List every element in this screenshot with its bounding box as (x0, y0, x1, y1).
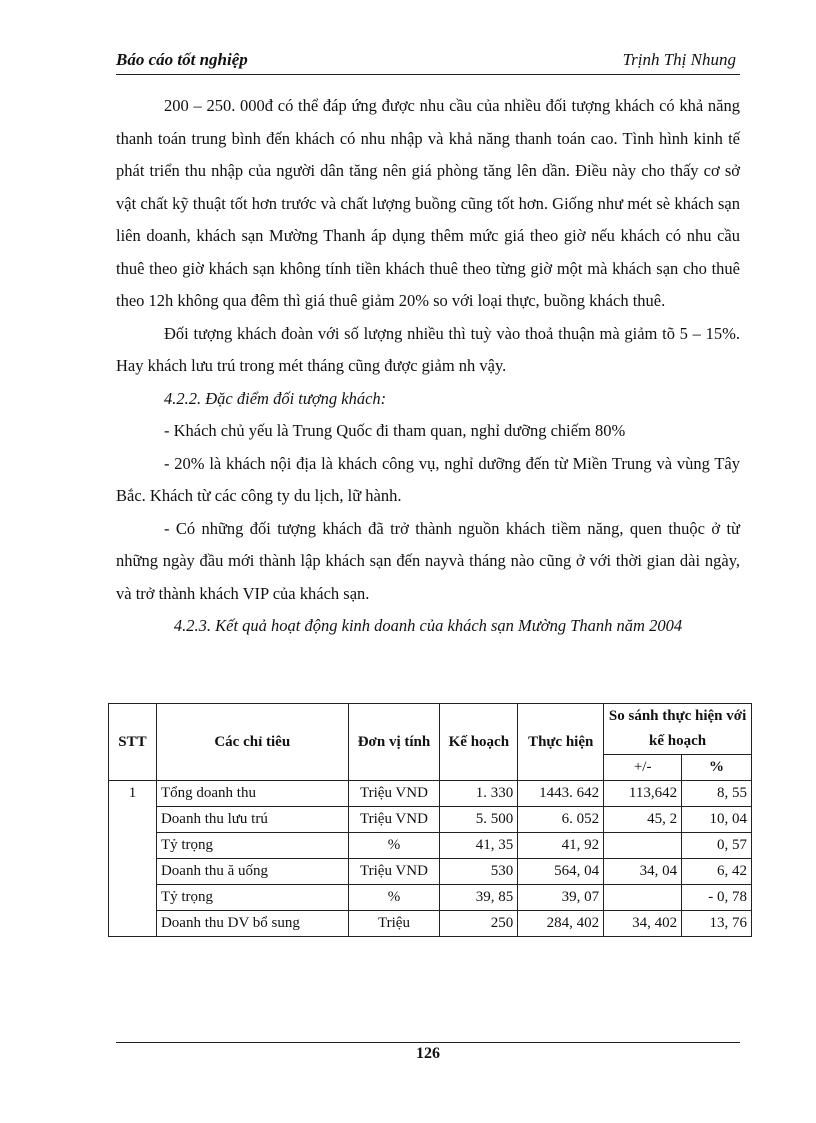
table-row (109, 781, 752, 807)
bullet-loyal-guests: - Có những đối tượng khách đã trở thành nguồn khách tiềm năng, quen thuộc ở từ những ngày đầu mới thành lập khách sạn đến nayvà tháng nào cũng ở với thời gian dài ngày, và trở thành khách VIP của khách sạn. (116, 518, 740, 603)
cell-stt: 1 (109, 781, 157, 807)
cell-unit: % (348, 885, 440, 911)
cell-stt (109, 911, 157, 937)
cell-indicator: Tỷ trọng (156, 885, 348, 911)
cell-stt (109, 833, 157, 859)
cell-plan: 530 (440, 859, 518, 885)
table-row (109, 885, 752, 911)
footer-divider (116, 1042, 740, 1043)
cell-indicator: Tổng doanh thu (156, 781, 348, 807)
cell-diff (604, 885, 682, 911)
cell-indicator: Doanh thu DV bổ sung (156, 911, 348, 937)
cell-pct: 10, 04 (682, 807, 752, 833)
body-text (116, 90, 740, 643)
author-name: Trịnh Thị Nhung (622, 50, 736, 69)
cell-pct: 0, 57 (682, 833, 752, 859)
cell-unit: Triệu (348, 911, 440, 937)
cell-plan: 5. 500 (440, 807, 518, 833)
header-unit: Đơn vị tính (348, 704, 440, 781)
table-row (109, 859, 752, 885)
section-heading: 4.2.2. Đặc điểm đối tượng khách: (164, 388, 387, 408)
bullet-domestic-guests: - 20% là khách nội địa là khách công vụ, nghỉ dưỡng đến từ Miền Trung và vùng Tây Bắc. Khách từ các công ty du lịch, lữ hành. (116, 453, 740, 505)
header-pct: % (682, 755, 752, 781)
paragraph-group-discount: Đối tượng khách đoàn với số lượng nhiều thì tuỳ vào thoả thuận mà giảm tõ 5 – 15%. Hay khách lưu trú trong mét tháng cũng được giảm nh vậy. (116, 323, 740, 375)
report-title: Báo cáo tốt nghiệp (116, 50, 248, 69)
cell-diff: 34, 402 (604, 911, 682, 937)
cell-diff: 34, 04 (604, 859, 682, 885)
cell-pct: - 0, 78 (682, 885, 752, 911)
cell-stt (109, 807, 157, 833)
header-compare: So sánh thực hiện với kế hoạch (604, 704, 752, 755)
cell-indicator: Tỷ trọng (156, 833, 348, 859)
table-caption: 4.2.3. Kết quả hoạt động kinh doanh của khách sạn Mường Thanh năm 2004 (173, 616, 683, 635)
bullet-chinese-guests: - Khách chủ yếu là Trung Quốc đi tham quan, nghỉ dưỡng chiếm 80% (164, 421, 626, 440)
cell-actual: 284, 402 (518, 911, 604, 937)
cell-diff: 45, 2 (604, 807, 682, 833)
business-results-table (108, 703, 752, 937)
cell-plan: 41, 35 (440, 833, 518, 859)
cell-pct: 6, 42 (682, 859, 752, 885)
paragraph-pricing: 200 – 250. 000đ có thể đáp ứng được nhu cầu của nhiều đối tượng khách có khả năng thanh toán trung bình đến khách có nhu nhập và khả năng thanh toán cao. Tình hình kinh tế phát triển thu nhập của người dân tăng nên giá phòng tăng lên dần. Điều này cho thấy cơ sở vật chất kỹ thuật tốt hơn trước và chất lượng buồng cũng tốt hơn. Giống như mét sè khách sạn liên doanh, khách sạn Mường Thanh áp dụng thêm mức giá theo giờ nếu khách có nhu cầu thuê theo giờ khách sạn không tính tiền khách thuê theo từng giờ một mà khách sạn cho thuê theo 12h không qua đêm thì giá thuê giảm 20% so với loại thực, buồng khách thuê. (116, 96, 740, 310)
cell-actual: 6. 052 (518, 807, 604, 833)
cell-stt (109, 885, 157, 911)
page-header (116, 48, 740, 75)
cell-actual: 39, 07 (518, 885, 604, 911)
cell-stt (109, 859, 157, 885)
table-row (109, 807, 752, 833)
cell-diff (604, 833, 682, 859)
cell-pct: 13, 76 (682, 911, 752, 937)
cell-actual: 564, 04 (518, 859, 604, 885)
cell-unit: Triệu VND (348, 781, 440, 807)
page-number: 126 (416, 1045, 440, 1062)
cell-unit: % (348, 833, 440, 859)
cell-unit: Triệu VND (348, 807, 440, 833)
header-diff: +/- (604, 755, 682, 781)
header-indicator: Các chỉ tiêu (156, 704, 348, 781)
cell-plan: 250 (440, 911, 518, 937)
cell-actual: 1443. 642 (518, 781, 604, 807)
header-plan: Kế hoạch (440, 704, 518, 781)
cell-pct: 8, 55 (682, 781, 752, 807)
header-actual: Thực hiện (518, 704, 604, 781)
cell-actual: 41, 92 (518, 833, 604, 859)
cell-unit: Triệu VND (348, 859, 440, 885)
cell-diff: 113,642 (604, 781, 682, 807)
table-row (109, 911, 752, 937)
cell-indicator: Doanh thu ă uống (156, 859, 348, 885)
cell-indicator: Doanh thu lưu trú (156, 807, 348, 833)
cell-plan: 1. 330 (440, 781, 518, 807)
cell-plan: 39, 85 (440, 885, 518, 911)
table-row (109, 833, 752, 859)
header-stt: STT (109, 704, 157, 781)
